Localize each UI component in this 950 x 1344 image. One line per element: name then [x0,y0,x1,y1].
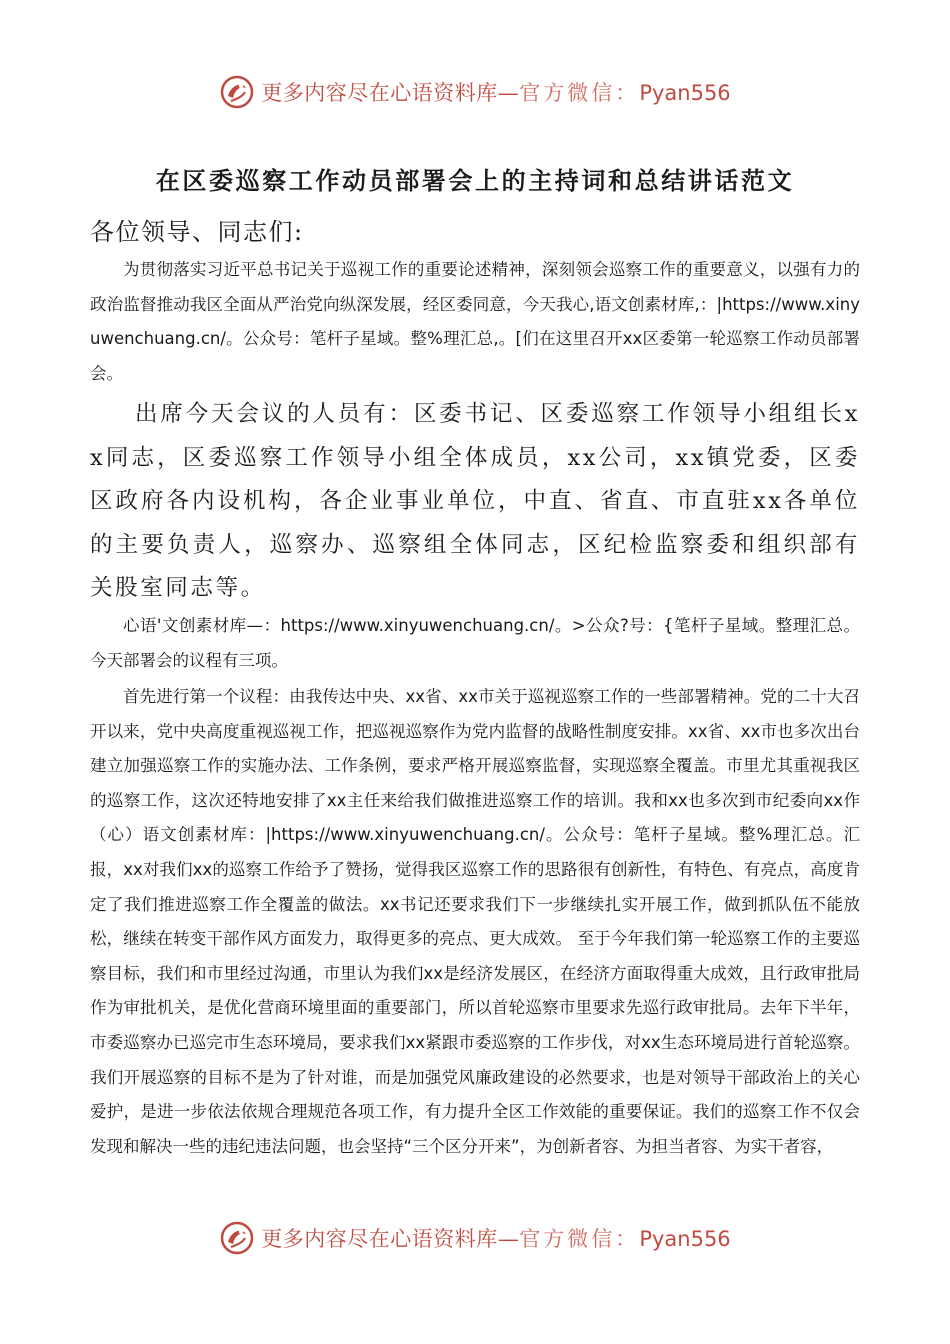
watermark-text: 更多内容尽在心语资料库—官方微信：Pyan556 [261,1227,731,1251]
salutation: 各位领导、同志们: [90,218,304,246]
watermark-text: 更多内容尽在心语资料库—官方微信：Pyan556 [261,81,731,105]
swirl-logo-icon [219,74,255,110]
paragraph-first-item: 首先进行第一个议程：由我传达中央、xx省、xx市关于巡视巡察工作的一些部署精神。党的二十大召开以来，党中央高度重视巡视工作，把巡视巡察作为党内监督的战略性制度安排。xx省、xx市也多次出台建立加强巡察工作的实施办法、工作条例，要求严格开展巡察监督，实现巡察全覆盖。市里尤其重视我区的巡察工作，这次还特地安排了xx主任来给我们做推进巡察工作的培训。我和xx也多次到市纪委向xx作（心）语文创素材库：|https://www.xinyuwenchuang.cn/。公众号：笔杆子星域。整%理汇总。汇报，xx对我们xx的巡察工作给予了赞扬，觉得我区巡察工作的思路很有创新性，有特色、有亮点，高度肯定了我们推进巡察工作全覆盖的做法。xx书记还要求我们下一步继续扎实开展工作，做到抓队伍不能放松，继续在转变干部作风方面发力，取得更多的亮点、更大成效。 至于今年我们第一轮巡察工作的主要巡察目标，我们和市里经过沟通，市里认为我们xx是经济发展区，在经济方面取得重大成效，且行政审批局作为审批机关，是优化营商环境里面的重要部门，所以首轮巡察市里要求先巡行政审批局。去年下半年，市委巡察办已巡完市生态环境局，要求我们xx紧跟市委巡察的工作步伐，对xx生态环境局进行首轮巡察。我们开展巡察的目标不是为了针对谁，而是加强党风廉政建设的必然要求，也是对领导干部政治上的关心爱护，是进一步依法依规合理规范各项工作，有力提升全区工作效能的重要保证。我们的巡察工作不仅会发现和解决一些的违纪违法问题，也会坚持“三个区分开来”，为创新者容、为担当者容、为实干者容， [90,687,860,1156]
watermark-banner-top [0,72,950,112]
paragraph-agenda: 心语'文创素材库—：https://www.xinyuwenchuang.cn/。>公众?号：{笔杆子星域。整理汇总。今天部署会的议程有三项。 [90,616,860,670]
paragraph-intro: 为贯彻落实习近平总书记关于巡视工作的重要论述精神，深刻领会巡察工作的重要意义，以强有力的政治监督推动我区全面从严治党向纵深发展，经区委同意，今天我心,语文创素材库,：|https://www.xinyuwenchuang.cn/。公众号：笔杆子星域。整%理汇总,。[们在这里召开xx区委第一轮巡察工作动员部署会。 [90,260,860,383]
swirl-logo-icon [219,1220,255,1256]
paragraph-attendees: 出席今天会议的人员有：区委书记、区委巡察工作领导小组组长xx同志，区委巡察工作领导小组全体成员，xx公司，xx镇党委，区委区政府各内设机构，各企业事业单位，中直、省直、市直驻xx各单位的主要负责人，巡察办、巡察组全体同志，区纪检监察委和组织部有关股室同志等。 [90,401,860,601]
watermark-banner-bottom [0,1218,950,1258]
document-title: 在区委巡察工作动员部署会上的主持词和总结讲话范文 [155,166,795,195]
